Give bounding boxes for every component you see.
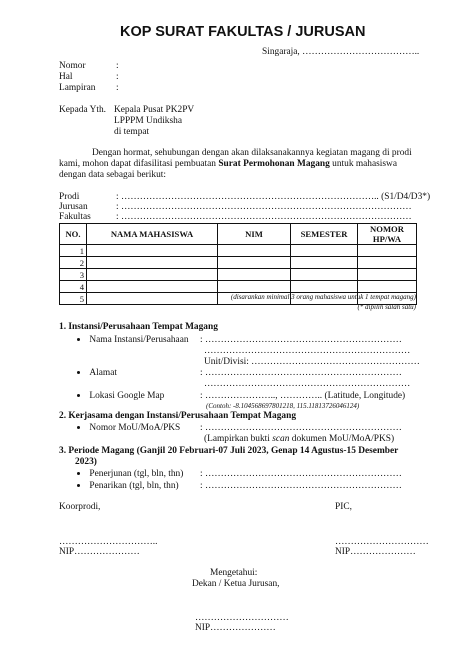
cell-semester[interactable]: [291, 257, 358, 269]
penarikan-text: Penarikan (tgl, bln, thn): [89, 481, 179, 491]
bullet-icon: [77, 338, 80, 341]
nama-instansi-cont[interactable]: …………………………………………………………: [204, 346, 411, 356]
nama-instansi-field[interactable]: : ………………………………………………………: [200, 335, 402, 345]
mou-label: [77, 423, 180, 433]
bullet-icon: [77, 394, 80, 397]
alamat-cont[interactable]: …………………………………………………………: [204, 379, 411, 389]
recipient-label: Kepada Yth.: [59, 105, 107, 115]
recipient-line1: Kepala Pusat PK2PV: [114, 105, 195, 115]
hal-colon: :: [116, 72, 119, 82]
lokasi-text: Lokasi Google Map: [89, 391, 165, 401]
body-line1: Dengan hormat, sehubungan dengan akan dilaksanakannya kegiatan magang di prodi: [92, 148, 412, 158]
cell-hp[interactable]: [358, 281, 417, 293]
row-number: 1: [60, 245, 87, 257]
body-line2-bold: Surat Permohonan Magang: [218, 159, 330, 169]
mou-field[interactable]: : ………………………………………………………: [200, 423, 402, 433]
bullet-icon: [77, 371, 80, 374]
cell-nim[interactable]: [218, 281, 291, 293]
section3-title-line1: 3. Periode Magang (Ganjil 20 Februari-07 Juli 2023, Genap 14 Agustus-15 Desember: [59, 446, 399, 456]
cell-hp[interactable]: [358, 245, 417, 257]
alamat-field[interactable]: : ………………………………………………………: [200, 368, 402, 378]
body-line2-pre: kami, mohon dapat difasilitasi pembuatan: [59, 159, 219, 169]
penerjunan-label: [77, 469, 183, 479]
body-line3: dengan data sebagai berikut:: [59, 170, 166, 180]
bullet-icon: [77, 472, 80, 475]
mou-text: Nomor MoU/MoA/PKS: [89, 423, 181, 433]
penarikan-field[interactable]: : ………………………………………………………: [200, 481, 402, 491]
cell-nim[interactable]: [218, 245, 291, 257]
cell-nama[interactable]: [87, 269, 218, 281]
lampiran-label: Lampiran: [59, 83, 96, 93]
table-row: [60, 281, 417, 293]
table-row: [60, 269, 417, 281]
cell-nama[interactable]: [87, 293, 218, 305]
section3-title-line2: 2023): [75, 457, 97, 467]
hal-label: Hal: [59, 72, 73, 82]
cell-nama[interactable]: [87, 281, 218, 293]
lampiran-colon: :: [116, 83, 119, 93]
mou-attachment-note: [204, 434, 394, 444]
nama-instansi-text: Nama Instansi/Perusahaan: [89, 335, 189, 345]
cell-semester[interactable]: [291, 269, 358, 281]
row-number: 2: [60, 257, 87, 269]
table-row: [60, 257, 417, 269]
cell-nama[interactable]: [87, 245, 218, 257]
jurusan-value: : …………………………………………………………………………………: [116, 202, 412, 212]
section2-title: 2. Kerjasama dengan Instansi/Perusahaan Tempat Magang: [59, 411, 297, 421]
dekan-nip: NIP…………………: [195, 623, 276, 633]
lokasi-label: [77, 391, 164, 401]
row-number: 3: [60, 269, 87, 281]
penarikan-label: [77, 481, 179, 491]
section1-title: 1. Instansi/Perusahaan Tempat Magang: [59, 322, 218, 332]
alamat-text: Alamat: [89, 368, 117, 378]
unit-divisi-field[interactable]: Unit/Divisi: ………………………………………………: [204, 357, 420, 367]
bullet-icon: [77, 484, 80, 487]
table-header-hp: NOMOR HP/WA: [358, 224, 417, 245]
lampiran-italic: scan: [272, 434, 290, 444]
koorprodi-name-line: …………………………..: [59, 537, 158, 547]
table-header-nim: NIM: [218, 224, 291, 245]
jurusan-label: Jurusan: [59, 202, 88, 212]
table-header-semester: SEMESTER: [291, 224, 358, 245]
note-minimal: (disarankan minimal 3 orang mahasiswa untuk 1 tempat magang): [230, 293, 416, 301]
cell-semester[interactable]: [291, 245, 358, 257]
row-number: 5: [60, 293, 87, 305]
mengetahui-label: Mengetahui:: [210, 568, 258, 578]
cell-nim[interactable]: [218, 269, 291, 281]
note-dipilih: (* dipilih salah satu): [357, 303, 416, 311]
lokasi-example: (Contoh: -8.104568697801218, 115.11813726046124): [206, 402, 360, 410]
lampiran-pre: (Lampirkan bukti: [204, 434, 273, 444]
fakultas-value: : …………………………………………………………………………………: [116, 212, 412, 222]
cell-hp[interactable]: [358, 269, 417, 281]
koorprodi-nip: NIP…………………: [59, 547, 140, 557]
table-header-no: NO.: [60, 224, 87, 245]
table-header-nama: NAMA MAHASISWA: [87, 224, 218, 245]
recipient-line3: di tempat: [114, 127, 150, 137]
pic-nip: NIP…………………: [335, 547, 416, 557]
table-row: [60, 245, 417, 257]
place-date: Singaraja, ………………………………..: [262, 47, 420, 57]
lokasi-field[interactable]: : ………………….., ………….. (Latitude, Longitude): [200, 391, 406, 401]
cell-hp[interactable]: [358, 257, 417, 269]
recipient-line2: LPPPM Undiksha: [114, 116, 182, 126]
cell-semester[interactable]: [291, 281, 358, 293]
nomor-colon: :: [116, 61, 119, 71]
table-header-row: [60, 224, 417, 245]
bullet-icon: [77, 426, 80, 429]
cell-nim[interactable]: [218, 257, 291, 269]
dekan-role: Dekan / Ketua Jurusan,: [192, 579, 280, 589]
fakultas-label: Fakultas: [59, 212, 91, 222]
cell-nama[interactable]: [87, 257, 218, 269]
pic-name-line: …………………………: [335, 537, 429, 547]
prodi-value: : ……………………………………………………………………….. (S1/D4/D3*): [116, 192, 431, 202]
penerjunan-field[interactable]: : ………………………………………………………: [200, 469, 402, 479]
koorprodi-role: Koorprodi,: [59, 502, 101, 512]
penerjunan-text: Penerjunan (tgl, bln, thn): [89, 469, 184, 479]
row-number: 4: [60, 281, 87, 293]
dekan-name-line: …………………………: [195, 613, 289, 623]
letterhead-title: KOP SURAT FAKULTAS / JURUSAN: [120, 24, 366, 40]
body-line2: [59, 159, 397, 169]
nama-instansi-label: [77, 335, 189, 345]
pic-role: PIC,: [335, 502, 352, 512]
body-line2-post: untuk mahasiswa: [329, 159, 397, 169]
lampiran-post: dokumen MoU/MoA/PKS): [289, 434, 395, 444]
nomor-label: Nomor: [59, 61, 86, 71]
prodi-label: Prodi: [59, 192, 80, 202]
alamat-label: [77, 368, 117, 378]
